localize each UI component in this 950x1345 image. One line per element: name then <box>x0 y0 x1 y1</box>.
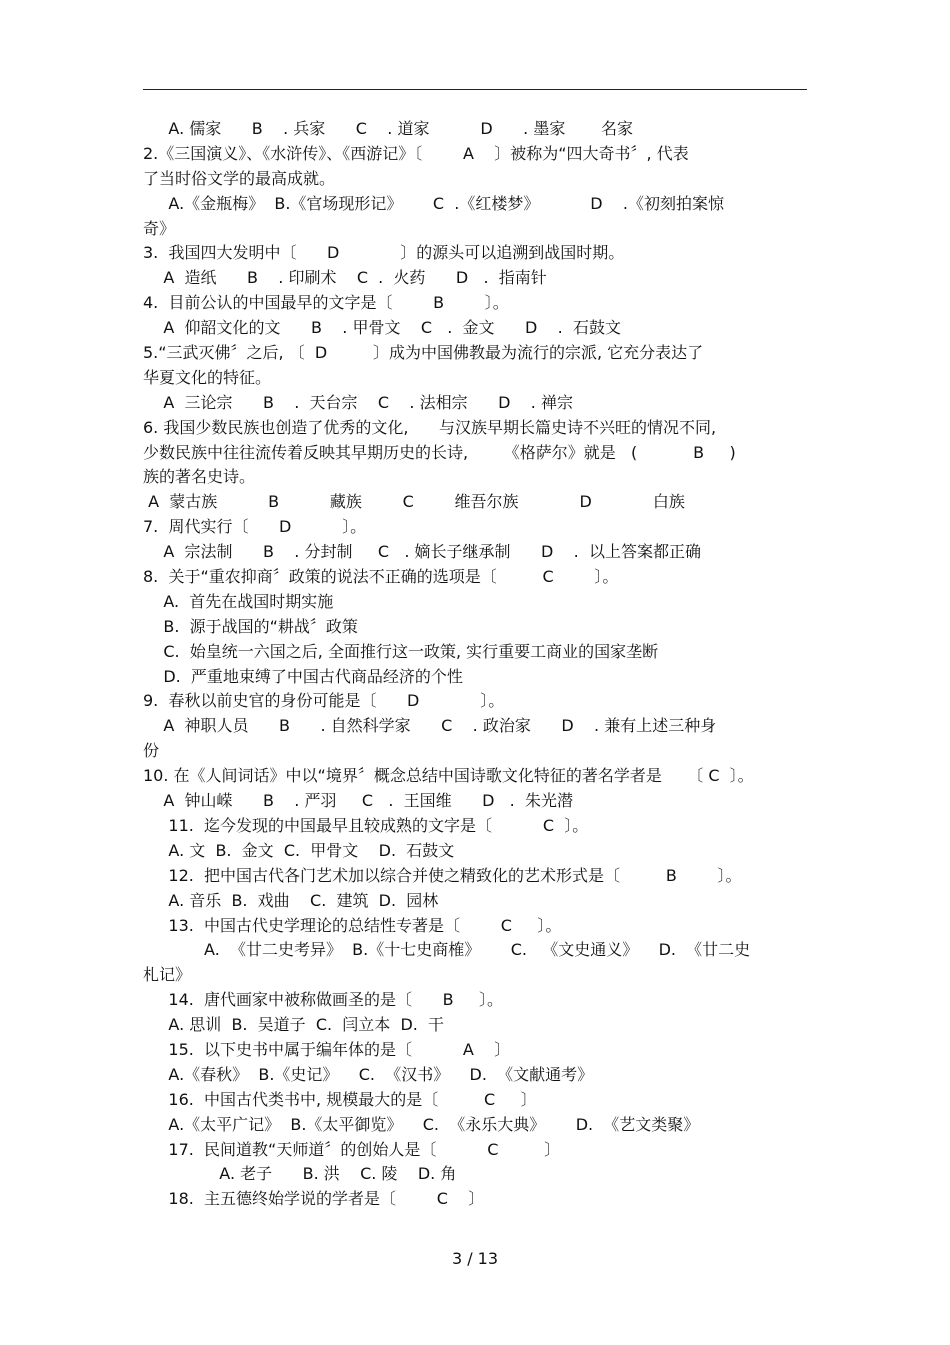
text-line: 2.《三国演义》、《水浒传》、《西游记》〔 A 〕被称为“四大奇书〞, 代表 <box>143 143 689 163</box>
text-line: 14. 唐代画家中被称做画圣的是〔 B 〕。 <box>143 990 503 1010</box>
text-line: 10. 在《人间词话》中以“境界〞概念总结中国诗歌文化特征的著名学者是 〔 C 〕。 <box>143 766 754 786</box>
text-line: A. 老子 B. 洪 C. 陵 D. 角 <box>143 1164 457 1184</box>
document-body <box>143 117 813 1212</box>
text-line: A 造纸 B . 印刷术 C . 火药 D . 指南针 <box>143 268 547 288</box>
text-line: D. 严重地束缚了中国古代商品经济的个性 <box>143 666 463 686</box>
text-line: A 仰韶文化的文 B . 甲骨文 C . 金文 D . 石鼓文 <box>143 318 621 338</box>
text-line: A 钟山嵘 B . 严羽 C . 王国维 D . 朱光潜 <box>143 791 573 811</box>
text-line: 18. 主五德终始学说的学者是〔 C 〕 <box>143 1189 485 1209</box>
text-line: A 三论宗 B . 天台宗 C . 法相宗 D . 禅宗 <box>143 392 573 412</box>
text-line: A. 首先在战国时期实施 <box>143 591 334 611</box>
text-line: 11. 迄今发现的中国最早且较成熟的文字是〔 C 〕。 <box>143 815 589 835</box>
text-line: 份 <box>143 741 160 761</box>
text-line: B. 源于战国的“耕战〞政策 <box>143 616 358 636</box>
text-line: A 蒙古族 B 藏族 C 维吾尔族 D 白族 <box>143 492 685 512</box>
text-line: A.《太平广记》 B.《太平御览》 C. 《永乐大典》 D. 《艺文类聚》 <box>143 1114 700 1134</box>
text-line: A 宗法制 B . 分封制 C . 嫡长子继承制 D . 以上答案都正确 <box>143 542 701 562</box>
text-line: A.《金瓶梅》 B.《官场现形记》 C .《红楼梦》 D .《初刻拍案惊 <box>143 193 724 213</box>
header-rule <box>143 89 807 90</box>
text-line: 8. 关于“重农抑商〞政策的说法不正确的选项是〔 C 〕。 <box>143 567 619 587</box>
text-line: 族的著名史诗。 <box>143 467 256 487</box>
text-line: 13. 中国古代史学理论的总结性专著是〔 C 〕。 <box>143 915 562 935</box>
text-line: 少数民族中往往流传着反映其早期历史的长诗, 《格萨尔》就是 ( B ) <box>143 442 736 462</box>
page-number: 3 / 13 <box>451 1249 499 1268</box>
text-line: 15. 以下史书中属于编年体的是〔 A 〕 <box>143 1039 511 1059</box>
text-line: A 神职人员 B . 自然科学家 C . 政治家 D . 兼有上述三种身 <box>143 716 717 736</box>
text-line: 9. 春秋以前史官的身份可能是〔 D 〕。 <box>143 691 505 711</box>
text-line: 奇》 <box>143 218 176 238</box>
text-line: C. 始皇统一六国之后, 全面推行这一政策, 实行重要工商业的国家垄断 <box>143 641 659 661</box>
text-line: 6. 我国少数民族也创造了优秀的文化, 与汉族早期长篇史诗不兴旺的情况不同, <box>143 417 717 437</box>
text-line: 7. 周代实行〔 D 〕。 <box>143 517 367 537</box>
text-line: 3. 我国四大发明中〔 D 〕的源头可以追溯到战国时期。 <box>143 243 625 263</box>
text-line: A. 儒家 B . 兵家 C . 道家 D . 墨家 名家 <box>143 119 633 138</box>
text-line: A. 思训 B. 吴道子 C. 闫立本 D. 干 <box>143 1015 445 1035</box>
text-line: 札记》 <box>143 965 192 985</box>
text-line: A.《春秋》 B.《史记》 C. 《汉书》 D. 《文献通考》 <box>143 1064 594 1084</box>
text-line: 5.“三武灭佛〞之后, 〔 D 〕成为中国佛教最为流行的宗派, 它充分表达了 <box>143 343 704 363</box>
text-line: A. 音乐 B. 戏曲 C. 建筑 D. 园林 <box>143 890 439 910</box>
text-line: 17. 民间道教“天师道〞的创始人是〔 C 〕 <box>143 1139 561 1159</box>
text-line: 4. 目前公认的中国最早的文字是〔 B 〕。 <box>143 293 509 313</box>
text-line: A. 《廿二史考异》 B.《十七史商榷》 C. 《文史通义》 D. 《廿二史 <box>143 940 751 960</box>
text-line: 16. 中国古代类书中, 规模最大的是〔 C 〕 <box>143 1089 537 1109</box>
text-line: 了当时俗文学的最高成就。 <box>143 168 336 188</box>
text-line: 华夏文化的特征。 <box>143 367 272 387</box>
text-line: 12. 把中国古代各门艺术加以综合并使之精致化的艺术形式是〔 B 〕。 <box>143 865 742 885</box>
text-line: A. 文 B. 金文 C. 甲骨文 D. 石鼓文 <box>143 840 455 860</box>
